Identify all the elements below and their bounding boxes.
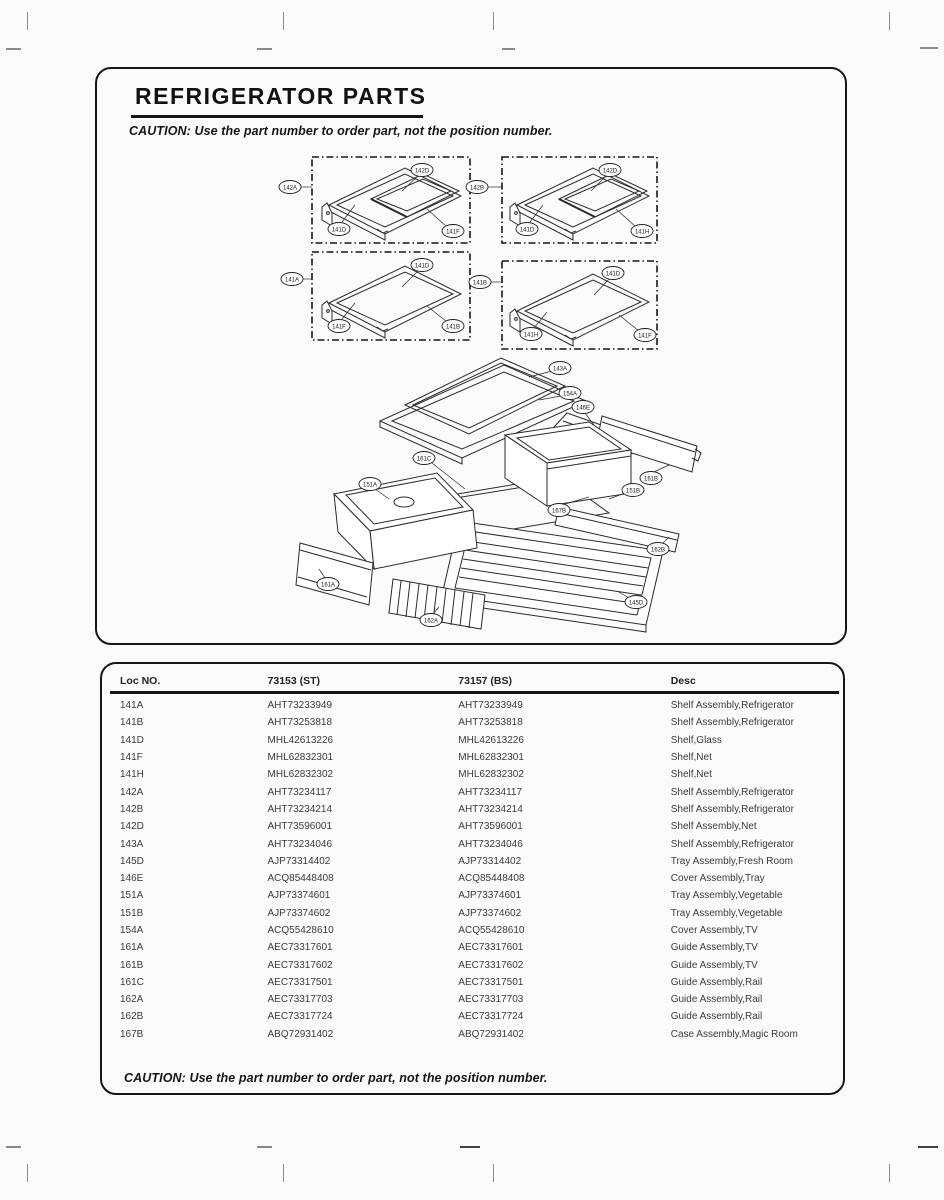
table-row: [120, 835, 833, 852]
svg-text:161A: 161A: [320, 582, 336, 589]
table-row: [120, 749, 833, 766]
table-cell: AHT73234046: [267, 838, 333, 850]
table-cell: Shelf Assembly,Refrigerator: [670, 838, 794, 850]
table-cell: ACQ55428610: [267, 925, 334, 936]
table-row: [120, 1008, 833, 1025]
table-cell: ABQ72931402: [267, 1028, 334, 1040]
svg-text:141B: 141B: [472, 280, 488, 287]
svg-text:141B: 141B: [445, 324, 461, 331]
table-cell: Shelf Assembly,Refrigerator: [670, 786, 794, 798]
svg-text:141D: 141D: [519, 227, 535, 234]
svg-text:154A: 154A: [562, 391, 578, 398]
table-cell: Shelf Assembly,Refrigerator: [670, 717, 794, 729]
table-cell: 151B: [120, 907, 144, 919]
callout-box1-top: [402, 164, 433, 192]
column-header-73153: 73153 (ST): [267, 675, 321, 687]
table-cell: AHT73234117: [458, 786, 523, 798]
table-cell: AHT73234214: [458, 803, 523, 815]
table-cell: 141B: [120, 717, 144, 729]
table-cell: AEC73317501: [267, 976, 333, 988]
table-cell: 141H: [120, 769, 144, 781]
table-row: [120, 783, 833, 800]
table-row: [120, 870, 833, 887]
table-cell: Shelf Assembly,Refrigerator: [670, 700, 794, 712]
table-cell: 146E: [120, 873, 144, 885]
table-cell: MHL62832301: [458, 752, 524, 764]
table-cell: Shelf Assembly,Refrigerator: [670, 803, 794, 815]
svg-text:151B: 151B: [625, 488, 641, 495]
callout-box4-ext: [469, 276, 502, 289]
table-cell: 142B: [120, 803, 144, 815]
table-cell: AEC73317724: [267, 1011, 333, 1023]
svg-text:161C: 161C: [416, 456, 432, 463]
table-cell: 151A: [120, 890, 144, 902]
table-cell: MHL62832302: [267, 769, 334, 781]
table-cell: 141F: [120, 752, 143, 764]
callout-box3-br: [427, 306, 464, 333]
table-cell: Tray Assembly,Vegetable: [670, 907, 783, 919]
table-cell: Cover Assembly,TV: [670, 925, 758, 936]
table-cell: Tray Assembly,Vegetable: [670, 890, 783, 902]
table-row: [120, 956, 833, 973]
svg-text:141H: 141H: [523, 332, 539, 339]
table-cell: ACQ85448408: [267, 873, 334, 885]
table-cell: AHT73234214: [267, 803, 333, 815]
svg-text:142A: 142A: [282, 185, 298, 192]
column-header-desc: Desc: [670, 675, 696, 687]
table-cell: Guide Assembly,Rail: [670, 994, 763, 1006]
page-title: REFRIGERATOR PARTS: [135, 83, 427, 109]
table-cell: AEC73317703: [458, 994, 524, 1006]
table-cell: AJP73374601: [458, 890, 522, 902]
table-row: [120, 853, 833, 870]
svg-text:141A: 141A: [284, 277, 300, 284]
callout-box3-ext: [281, 273, 312, 286]
table-row: [120, 939, 833, 956]
table-header-row: [120, 675, 833, 687]
table-cell: AJP73314402: [458, 855, 522, 867]
crop-mark: [27, 1164, 28, 1182]
table-cell: AHT73596001: [458, 821, 523, 833]
crop-mark: [889, 1164, 890, 1182]
svg-text:151A: 151A: [362, 482, 378, 489]
table-cell: AJP73374601: [267, 890, 331, 902]
table-cell: 167B: [120, 1028, 144, 1040]
column-header-loc: Loc NO.: [120, 675, 161, 687]
crop-mark: [460, 1146, 480, 1148]
crop-mark: [920, 47, 938, 49]
table-cell: Guide Assembly,Rail: [670, 976, 763, 988]
table-cell: Shelf,Net: [670, 752, 712, 764]
table-cell: AJP73374602: [458, 907, 522, 919]
svg-text:142B: 142B: [469, 185, 485, 192]
table-cell: AEC73317703: [267, 994, 333, 1006]
table-cell: AEC73317602: [458, 959, 524, 971]
crop-mark: [6, 48, 21, 50]
table-cell: ABQ72931402: [458, 1028, 524, 1040]
svg-text:145D: 145D: [628, 600, 644, 607]
parts-table-panel: [100, 662, 845, 1095]
table-cell: AEC73317724: [458, 1011, 524, 1023]
caution-note-bottom: CAUTION: Use the part number to order part, not the position number.: [124, 1071, 548, 1085]
crop-mark: [6, 1146, 21, 1148]
svg-text:143A: 143A: [552, 366, 568, 373]
svg-text:142D: 142D: [414, 168, 430, 175]
table-body: [120, 697, 833, 1043]
crop-mark: [493, 1164, 494, 1182]
table-cell: AHT73253818: [458, 717, 523, 729]
table-cell: AEC73317602: [267, 959, 333, 971]
crop-mark: [257, 1146, 272, 1148]
table-row: [120, 818, 833, 835]
diagram-panel: [95, 67, 847, 645]
table-cell: AEC73317601: [458, 942, 524, 954]
table-row: [120, 766, 833, 783]
table-cell: AEC73317601: [267, 942, 333, 954]
parts-table: [102, 664, 843, 1093]
table-cell: MHL62832302: [458, 769, 524, 781]
callout-box1-br: [427, 209, 464, 238]
svg-text:167B: 167B: [551, 508, 567, 515]
table-cell: Shelf,Glass: [670, 734, 722, 746]
table-cell: 141D: [120, 734, 144, 746]
table-cell: AHT73234046: [458, 838, 523, 850]
table-row: [120, 697, 833, 714]
table-cell: AHT73233949: [267, 700, 333, 712]
header-rule: [110, 691, 839, 694]
table-cell: AJP73314402: [267, 855, 331, 867]
table-cell: ACQ85448408: [458, 873, 525, 885]
table-row: [120, 974, 833, 991]
caution-note-top: CAUTION: Use the part number to order part, not the position number.: [129, 124, 553, 138]
crop-mark: [257, 48, 272, 50]
svg-text:141D: 141D: [331, 227, 347, 234]
svg-text:142D: 142D: [602, 168, 618, 175]
table-cell: Tray Assembly,Fresh Room: [670, 855, 793, 867]
table-cell: 142D: [120, 821, 144, 833]
parts-diagram: [97, 69, 845, 641]
table-cell: 142A: [120, 786, 144, 798]
callout-161B: [640, 465, 669, 485]
table-row: [120, 991, 833, 1008]
column-header-73157: 73157 (BS): [458, 675, 512, 687]
table-cell: 145D: [120, 855, 144, 867]
table-cell: 141A: [120, 700, 144, 712]
table-cell: 161C: [120, 976, 144, 988]
table-cell: AEC73317501: [458, 976, 524, 988]
callout-143A: [529, 362, 571, 378]
table-cell: AJP73374602: [267, 907, 331, 919]
crop-mark: [27, 12, 28, 30]
table-cell: 143A: [120, 838, 144, 850]
table-cell: MHL62832301: [267, 752, 334, 764]
crop-mark: [502, 48, 515, 50]
crop-mark: [918, 1146, 938, 1148]
table-cell: 161B: [120, 959, 144, 971]
svg-text:162A: 162A: [423, 618, 439, 625]
svg-text:162B: 162B: [650, 547, 666, 554]
table-cell: Guide Assembly,TV: [670, 942, 758, 954]
table-row: [120, 801, 833, 818]
table-cell: ACQ55428610: [458, 925, 525, 936]
callout-box4-bl: [520, 312, 547, 341]
svg-text:141D: 141D: [605, 271, 621, 278]
table-row: [120, 714, 833, 731]
table-cell: Shelf Assembly,Net: [670, 821, 757, 833]
callout-box1-ext: [279, 181, 312, 194]
table-row: [120, 1026, 833, 1043]
crop-mark: [283, 1164, 284, 1182]
table-cell: Shelf,Net: [670, 769, 712, 781]
table-cell: MHL42613226: [267, 734, 334, 746]
table-cell: Cover Assembly,Tray: [670, 873, 765, 885]
table-cell: Guide Assembly,TV: [670, 959, 758, 971]
table-cell: 154A: [120, 925, 144, 936]
svg-text:141F: 141F: [638, 333, 652, 340]
callout-box4-br: [619, 315, 656, 342]
table-cell: Case Assembly,Magic Room: [670, 1028, 798, 1040]
svg-text:141F: 141F: [332, 324, 346, 331]
table-row: [120, 922, 833, 939]
table-cell: MHL42613226: [458, 734, 524, 746]
callout-box4-top: [594, 267, 624, 296]
table-cell: 161A: [120, 942, 144, 954]
table-row: [120, 905, 833, 922]
callout-box2-br: [616, 209, 653, 238]
svg-text:141H: 141H: [634, 229, 650, 236]
svg-text:161B: 161B: [643, 476, 659, 483]
callout-box2-ext: [466, 181, 502, 194]
crop-mark: [889, 12, 890, 30]
table-cell: Guide Assembly,Rail: [670, 1011, 763, 1023]
table-row: [120, 732, 833, 749]
crop-mark: [493, 12, 494, 30]
table-row: [120, 887, 833, 904]
table-cell: AHT73233949: [458, 700, 523, 712]
svg-text:146E: 146E: [575, 405, 591, 412]
callout-box2-top: [591, 164, 621, 192]
svg-text:141F: 141F: [446, 229, 460, 236]
crop-mark: [283, 12, 284, 30]
table-cell: AHT73253818: [267, 717, 333, 729]
table-cell: AHT73234117: [267, 786, 332, 798]
table-cell: 162A: [120, 994, 144, 1006]
svg-text:141D: 141D: [414, 263, 430, 270]
table-cell: 162B: [120, 1011, 144, 1023]
table-cell: AHT73596001: [267, 821, 333, 833]
